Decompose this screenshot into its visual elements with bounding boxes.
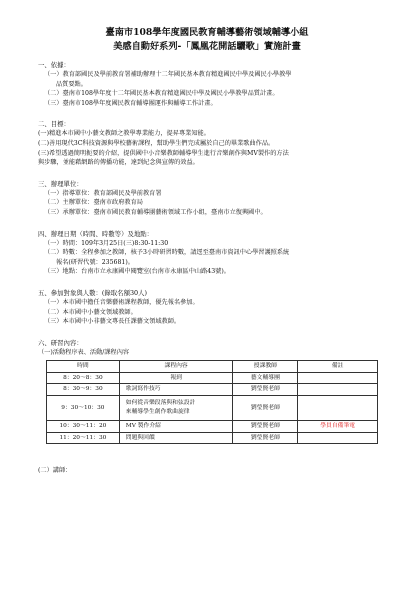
goal-item-3-cont: 與步驟，並能藉網路的傳播功能，達到紀念與宣傳的效益。 [38,159,199,167]
schedule-item-2-cont: 報名(研習代號：235681)。 [56,258,134,266]
cell-content: MV 製作介紹 [119,421,233,433]
goal-item-2: (二)善用現代3C科技資源與學校藝術課程，幫助學生們完成屬於自己的畢業歌曲作品。 [38,139,275,147]
cell-time: 8：20～8：30 [47,372,120,384]
section-heading: 二、目標： [38,120,70,129]
table-row [47,396,378,421]
cell-content: 問題與回饋 [119,432,233,444]
cell-time: 11：20～11：30 [47,432,120,444]
content-sub1: （一)活動程序表、活動/課程內容 [38,348,130,356]
goal-item-3: (三)希望透過簡明扼要的介紹，提供國中小音樂教師輔導學生進行音樂創作與MV製作的方法 [38,149,289,157]
section-heading: 三、辦理單位： [38,179,83,188]
section-heading: 六、研習內容： [38,338,83,347]
schedule-item-3: （三）地點：台南市立永康國中閱覽室(台南市永康區中山路43號)。 [44,268,230,276]
section-schedule-info [38,229,376,277]
basis-item-1-cont: 品質要點。 [56,80,87,88]
cell-note: 學員自備筆電 [298,421,378,433]
cell-note [298,372,378,384]
goal-item-1: (一)精進本市國中小藝文教師之教學專業能力，提昇專業知能。 [38,130,210,138]
cell-note [298,432,378,444]
section-units [38,179,376,218]
cell-teacher: 劉瑩賢老師 [233,432,298,444]
participant-item-2: （二）本市國中小藝文領域教師。 [44,308,137,316]
section-participants [38,288,376,327]
section-heading: 五、參加對象與人數：(錄取名額30人) [38,288,147,297]
cell-teacher: 劉瑩賢老師 [233,384,298,396]
schedule-item-2: （二）時數：全程參加之教師，核予3小時研習時數，請逕至臺南市資訊中心學習護照系統 [44,249,290,257]
section-content [38,338,376,476]
basis-item-3: （三）臺南市108學年度國民教育輔導團運作與輔導工作計畫。 [44,99,217,107]
participant-item-1: （一）本市國中擔任音樂藝術課程教師，優先報名參加。 [44,298,199,306]
cell-content: 報到 [119,372,233,384]
cell-time: 8：30～9：30 [47,384,120,396]
unit-item-2: （二）主辦單位：臺南市政府教育局 [44,199,143,207]
schedule-table [46,360,378,444]
section-heading: 一、依據： [38,61,70,69]
cell-teacher: 藝文輔導團 [233,372,298,384]
table-row [47,384,378,396]
doc-title-line2: 美感自動好系列-「鳳凰花開話驪歌」實施計畫 [113,41,301,52]
cell-note [298,396,378,421]
header-note: 備註 [298,361,378,373]
cell-time: 9：30～10：30 [47,396,120,421]
cell-note [298,384,378,396]
section-goals [38,119,376,167]
cell-teacher: 劉瑩賢老師 [233,396,298,421]
header-content: 課程內容 [119,361,233,373]
table-row [47,372,378,384]
participant-item-3: （三）本市國中小非藝文專長任課藝文領域教師。 [44,318,181,326]
section-basis [38,60,376,108]
content-sub2: (二）講師： [38,467,72,475]
cell-teacher: 劉瑩賢老師 [233,421,298,433]
unit-item-1: （一）指導單位：教育部國民及學前教育署 [44,189,162,197]
cell-time: 10：30～11：20 [47,421,120,433]
unit-item-3: （三）承辦單位：臺南市國民教育輔導團藝術領域工作小組，臺南市立復興國中。 [44,208,267,216]
cell-content: 歌詞寫作技巧 [119,384,233,396]
header-time: 時間 [47,361,120,373]
table-row [47,432,378,444]
basis-item-2: （二）臺南市108學年度十二年國民基本教育精進國民中學及國民小學教學品質計畫。 [44,90,279,98]
table-header-row [47,361,378,373]
table-row [47,421,378,433]
basis-item-1: （一）教育部國民及學前教育署補助辦理十二年國民基本教育精進國民中學及國民小學教學 [44,71,292,78]
cell-content: 如何從音樂段落與和弦設計 來輔導學生創作歌曲旋律 [119,396,233,421]
schedule-item-1: （一）時間：109年3月25日(三)8:30-11:30 [44,239,169,247]
doc-title-line1: 臺南市108學年度國民教育輔導藝術領域輔導小組 [105,27,309,38]
section-heading: 四、辦理日期（時間、時數等）及地點： [38,229,154,238]
header-teacher: 授課教師 [233,361,298,373]
